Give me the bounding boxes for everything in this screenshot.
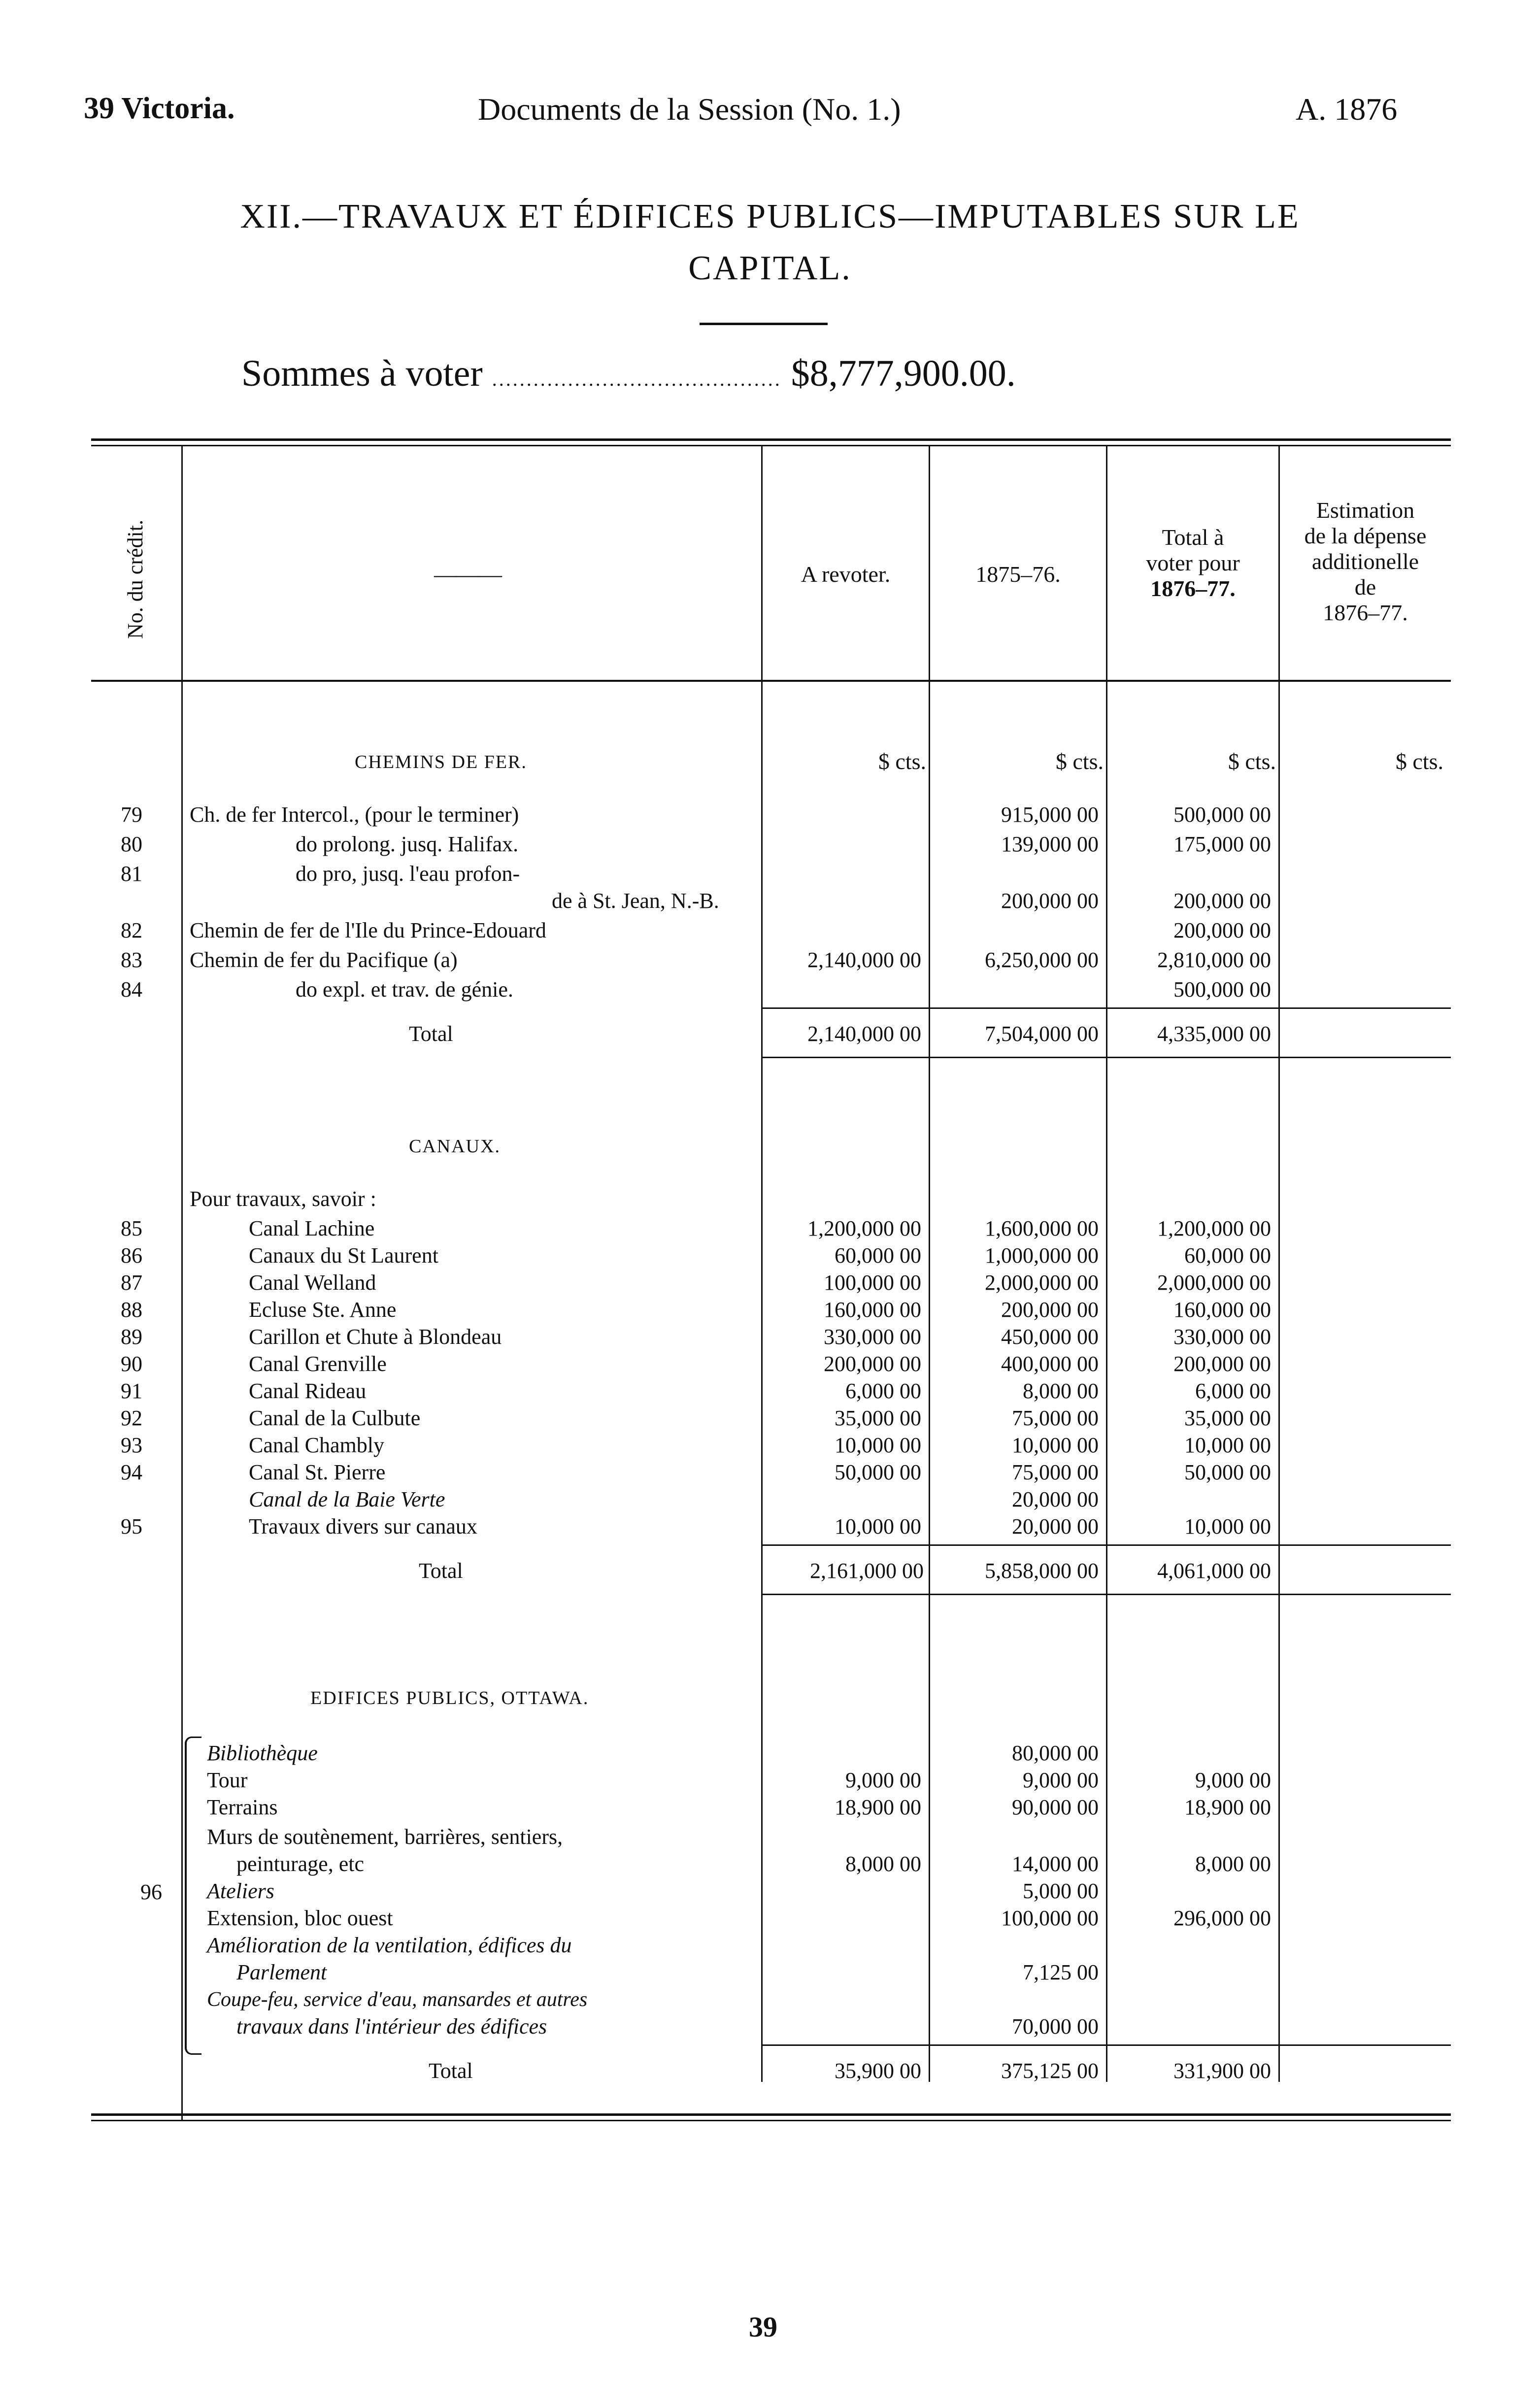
row-desc: Canal Welland bbox=[249, 1270, 376, 1295]
row-desc: de à St. Jean, N.-B. bbox=[552, 889, 719, 913]
table-row bbox=[0, 833, 1540, 856]
row-1875: 90,000 00 bbox=[1012, 1795, 1099, 1819]
row-total: 2,810,000 00 bbox=[1157, 948, 1271, 972]
row-total: 10,000 00 bbox=[1184, 1433, 1271, 1457]
row-1875: 20,000 00 bbox=[1012, 1487, 1099, 1511]
row-total: 50,000 00 bbox=[1184, 1460, 1271, 1484]
table-row bbox=[0, 862, 1540, 886]
row-1875: 75,000 00 bbox=[1012, 1406, 1099, 1430]
row-1875: 70,000 00 bbox=[1012, 2014, 1099, 2039]
total-row-chemins bbox=[0, 1022, 1540, 1046]
table-row bbox=[0, 1934, 1540, 1957]
row-desc: Amélioration de la ventilation, édifices du bbox=[207, 1933, 572, 1957]
table-bottom-rule-2 bbox=[91, 2120, 1451, 2121]
row-desc: Bibliothèque bbox=[207, 1741, 318, 1765]
row-desc: Chemin de fer du Pacifique (a) bbox=[190, 948, 458, 972]
row-no: 95 bbox=[121, 1514, 142, 1538]
row-no: 81 bbox=[121, 862, 142, 886]
table-row bbox=[0, 1325, 1540, 1349]
unit-revoter: $ cts. bbox=[878, 749, 926, 774]
section-title-edifices: EDIFICES PUBLICS, OTTAWA. bbox=[310, 1688, 589, 1708]
table-row bbox=[0, 1961, 1540, 1984]
table-row bbox=[0, 1769, 1540, 1792]
row-1875: 20,000 00 bbox=[1012, 1514, 1099, 1538]
table-row bbox=[0, 1352, 1540, 1376]
table-row bbox=[0, 1515, 1540, 1538]
table-row bbox=[0, 1741, 1540, 1765]
total-label: Total bbox=[419, 1559, 463, 1583]
row-total: 160,000 00 bbox=[1173, 1298, 1271, 1322]
row-revoter: 18,900 00 bbox=[835, 1795, 921, 1819]
canaux-intro bbox=[0, 1187, 1540, 1211]
row-desc: Canal Lachine bbox=[249, 1216, 375, 1240]
row-no: 80 bbox=[121, 832, 142, 856]
total-row-canaux bbox=[0, 1559, 1540, 1583]
col-header-no: No. du crédit. bbox=[123, 520, 147, 639]
table-bottom-rule bbox=[91, 2113, 1451, 2116]
row-total: 10,000 00 bbox=[1184, 1514, 1271, 1538]
page-title-line2: CAPITAL. bbox=[688, 249, 852, 287]
row-desc: Canal Chambly bbox=[249, 1433, 384, 1457]
col-header-total-l2: voter pour bbox=[1146, 550, 1240, 575]
total-row-edifices bbox=[0, 2059, 1540, 2083]
row-1875: 75,000 00 bbox=[1012, 1460, 1099, 1484]
row-1875: 200,000 00 bbox=[1001, 1298, 1099, 1322]
row-1875: 7,125 00 bbox=[1023, 1960, 1099, 1984]
row-1875: 200,000 00 bbox=[1001, 889, 1099, 913]
row-total: 200,000 00 bbox=[1173, 918, 1271, 942]
row-1875: 400,000 00 bbox=[1001, 1352, 1099, 1376]
sum-leader: .......................................... bbox=[492, 368, 782, 390]
row-1875: 1,000,000 00 bbox=[985, 1243, 1099, 1268]
table-row bbox=[0, 919, 1540, 942]
total-label: Total bbox=[409, 1022, 453, 1046]
subtotal-rule bbox=[761, 2044, 1451, 2046]
section-title-canaux: CANAUX. bbox=[409, 1136, 501, 1157]
row-revoter: 2,140,000 00 bbox=[807, 948, 921, 972]
row-revoter: 100,000 00 bbox=[824, 1270, 921, 1295]
row-no: 86 bbox=[121, 1243, 142, 1268]
total-total: 4,335,000 00 bbox=[1157, 1022, 1271, 1046]
row-desc: Canaux du St Laurent bbox=[249, 1243, 438, 1268]
total-total: 4,061,000 00 bbox=[1157, 1559, 1271, 1583]
row-desc: Chemin de fer de l'Ile du Prince-Edouard bbox=[190, 918, 546, 942]
table-row bbox=[0, 2015, 1540, 2039]
row-revoter: 50,000 00 bbox=[835, 1460, 921, 1484]
table-row bbox=[0, 1488, 1540, 1511]
col-header-est-l5: 1876–77. bbox=[1323, 600, 1408, 625]
table-row bbox=[0, 1852, 1540, 1876]
row-total: 18,900 00 bbox=[1184, 1795, 1271, 1819]
subtotal-rule-bottom bbox=[761, 1594, 1451, 1595]
row-desc: Canal Grenville bbox=[249, 1352, 387, 1376]
row-desc: Extension, bloc ouest bbox=[207, 1906, 393, 1930]
sum-label: Sommes à voter bbox=[241, 353, 483, 394]
row-total: 1,200,000 00 bbox=[1157, 1216, 1271, 1240]
total-1875: 375,125 00 bbox=[1001, 2059, 1099, 2083]
subtotal-rule bbox=[761, 1007, 1451, 1009]
table-row bbox=[0, 1244, 1540, 1268]
row-no: 88 bbox=[121, 1298, 142, 1322]
unit-total: $ cts. bbox=[1228, 749, 1276, 774]
row-1875: 2,000,000 00 bbox=[985, 1270, 1099, 1295]
row-total: 296,000 00 bbox=[1173, 1906, 1271, 1930]
subtotal-rule-bottom bbox=[761, 1057, 1451, 1058]
section-title-chemins: CHEMINS DE FER. bbox=[355, 752, 527, 772]
header-volume: 39 Victoria. bbox=[84, 92, 235, 125]
row-1875: 6,250,000 00 bbox=[985, 948, 1099, 972]
row-no: 94 bbox=[121, 1460, 142, 1484]
row-total: 60,000 00 bbox=[1184, 1243, 1271, 1268]
row-revoter: 1,200,000 00 bbox=[807, 1216, 921, 1240]
row-desc: Ecluse Ste. Anne bbox=[249, 1298, 397, 1322]
total-1875: 5,858,000 00 bbox=[985, 1559, 1099, 1583]
unit-1875: $ cts. bbox=[1055, 749, 1104, 774]
header-bottom-rule bbox=[91, 680, 1451, 682]
table-row bbox=[0, 803, 1540, 827]
col-header-est-l1: Estimation bbox=[1316, 498, 1415, 523]
unit-est: $ cts. bbox=[1395, 749, 1443, 774]
row-total: 35,000 00 bbox=[1184, 1406, 1271, 1430]
row-total: 330,000 00 bbox=[1173, 1325, 1271, 1349]
row-1875: 8,000 00 bbox=[1023, 1379, 1099, 1403]
table-row bbox=[0, 1406, 1540, 1430]
row-total: 2,000,000 00 bbox=[1157, 1270, 1271, 1295]
row-no: 85 bbox=[121, 1216, 142, 1240]
row-desc: Travaux divers sur canaux bbox=[249, 1514, 477, 1538]
row-no: 82 bbox=[121, 918, 142, 942]
title-rule bbox=[700, 323, 828, 325]
row-desc: Canal de la Culbute bbox=[249, 1406, 421, 1430]
header-year: A. 1876 bbox=[1296, 92, 1398, 127]
row-desc: travaux dans l'intérieur des édifices bbox=[236, 2014, 547, 2039]
row-1875: 10,000 00 bbox=[1012, 1433, 1099, 1457]
row-desc: do prolong. jusq. Halifax. bbox=[296, 832, 519, 856]
row-revoter: 10,000 00 bbox=[835, 1514, 921, 1538]
row-1875: 100,000 00 bbox=[1001, 1906, 1099, 1930]
row-desc: Carillon et Chute à Blondeau bbox=[249, 1325, 502, 1349]
col-header-1875: 1875–76. bbox=[975, 562, 1061, 587]
table-row bbox=[0, 948, 1540, 972]
col-header-est-l3: additionelle bbox=[1311, 549, 1419, 574]
row-revoter: 35,000 00 bbox=[835, 1406, 921, 1430]
row-no: 87 bbox=[121, 1270, 142, 1295]
table-row bbox=[0, 1906, 1540, 1930]
row-desc: Canal Rideau bbox=[249, 1379, 367, 1403]
row-total: 8,000 00 bbox=[1195, 1852, 1271, 1876]
row-total: 200,000 00 bbox=[1173, 1352, 1271, 1376]
row-desc: Ateliers bbox=[207, 1879, 274, 1903]
row-revoter: 330,000 00 bbox=[824, 1325, 921, 1349]
page-number: 39 bbox=[749, 2311, 777, 2343]
row-no: 83 bbox=[121, 948, 142, 972]
row-no: 90 bbox=[121, 1352, 142, 1376]
total-1875: 7,504,000 00 bbox=[985, 1022, 1099, 1046]
table-row bbox=[0, 1461, 1540, 1484]
col-header-est-l4: de bbox=[1354, 574, 1376, 600]
table-row bbox=[0, 1217, 1540, 1240]
table-row bbox=[0, 978, 1540, 1002]
edifices-credit-no: 96 bbox=[140, 1880, 162, 1904]
row-total: 175,000 00 bbox=[1173, 832, 1271, 856]
row-1875: 915,000 00 bbox=[1001, 802, 1099, 827]
row-revoter: 200,000 00 bbox=[824, 1352, 921, 1376]
row-revoter: 9,000 00 bbox=[845, 1768, 921, 1792]
table-row bbox=[0, 889, 1540, 913]
col-header-total-l3: 1876–77. bbox=[1150, 576, 1236, 601]
row-desc: do pro, jusq. l'eau profon- bbox=[296, 862, 520, 886]
row-desc: Ch. de fer Intercol., (pour le terminer) bbox=[190, 802, 519, 827]
page-title-line1: XII.—TRAVAUX ET ÉDIFICES PUBLICS—IMPUTABLES SUR LE bbox=[240, 198, 1300, 235]
row-no: 89 bbox=[121, 1325, 142, 1349]
row-1875: 139,000 00 bbox=[1001, 832, 1099, 856]
row-desc: Murs de soutènement, barrières, sentiers, bbox=[207, 1825, 563, 1849]
row-revoter: 160,000 00 bbox=[824, 1298, 921, 1322]
row-1875: 80,000 00 bbox=[1012, 1741, 1099, 1765]
table-row bbox=[0, 1796, 1540, 1819]
row-revoter: 60,000 00 bbox=[835, 1243, 921, 1268]
col-header-total-l1: Total à bbox=[1162, 525, 1224, 550]
row-desc: Tour bbox=[207, 1768, 248, 1792]
col-header-desc: ——— bbox=[434, 562, 502, 587]
row-desc: do expl. et trav. de génie. bbox=[296, 977, 513, 1002]
row-total: 9,000 00 bbox=[1195, 1768, 1271, 1792]
row-revoter: 6,000 00 bbox=[845, 1379, 921, 1403]
total-revoter: 2,161,000 00 bbox=[810, 1559, 924, 1583]
row-no: 79 bbox=[121, 802, 142, 827]
row-desc: Coupe-feu, service d'eau, mansardes et autres bbox=[207, 1988, 588, 2011]
sum-line bbox=[241, 352, 1016, 395]
row-1875: 9,000 00 bbox=[1023, 1768, 1099, 1792]
table-row bbox=[0, 1879, 1540, 1903]
row-1875: 14,000 00 bbox=[1012, 1852, 1099, 1876]
table-top-rule-2 bbox=[91, 445, 1451, 446]
row-total: 6,000 00 bbox=[1195, 1379, 1271, 1403]
row-desc: Canal St. Pierre bbox=[249, 1460, 386, 1484]
row-no: 84 bbox=[121, 977, 142, 1002]
row-1875: 1,600,000 00 bbox=[985, 1216, 1099, 1240]
subtotal-rule bbox=[761, 1544, 1451, 1546]
header-document: Documents de la Session (No. 1.) bbox=[478, 92, 901, 127]
table-top-rule bbox=[91, 438, 1451, 441]
row-no: 92 bbox=[121, 1406, 142, 1430]
table-row bbox=[0, 1271, 1540, 1295]
row-1875: 5,000 00 bbox=[1023, 1879, 1099, 1903]
col-header-est-l2: de la dépense bbox=[1304, 523, 1427, 548]
col-header-est bbox=[1280, 498, 1451, 626]
row-revoter: 10,000 00 bbox=[835, 1433, 921, 1457]
col-header-revoter: A revoter. bbox=[801, 562, 891, 587]
row-total: 500,000 00 bbox=[1173, 977, 1271, 1002]
table-row bbox=[0, 1379, 1540, 1403]
row-total: 500,000 00 bbox=[1173, 802, 1271, 827]
row-revoter: 8,000 00 bbox=[845, 1852, 921, 1876]
table-row bbox=[0, 1988, 1540, 2011]
col-header-total bbox=[1107, 525, 1278, 602]
row-no: 93 bbox=[121, 1433, 142, 1457]
row-1875: 450,000 00 bbox=[1001, 1325, 1099, 1349]
row-desc: Parlement bbox=[236, 1960, 327, 1984]
row-total: 200,000 00 bbox=[1173, 889, 1271, 913]
table-row bbox=[0, 1298, 1540, 1322]
total-revoter: 2,140,000 00 bbox=[807, 1022, 921, 1046]
canaux-intro-text: Pour travaux, savoir : bbox=[190, 1187, 376, 1211]
row-no: 91 bbox=[121, 1379, 142, 1403]
table-row bbox=[0, 1434, 1540, 1457]
total-revoter: 35,900 00 bbox=[835, 2059, 921, 2083]
row-desc: Terrains bbox=[207, 1795, 278, 1819]
total-label: Total bbox=[429, 2059, 473, 2083]
table-row bbox=[0, 1825, 1540, 1849]
sum-value: $8,777,900.00. bbox=[791, 353, 1016, 394]
row-desc: Canal de la Baie Verte bbox=[249, 1487, 445, 1511]
total-total: 331,900 00 bbox=[1173, 2059, 1271, 2083]
row-desc: peinturage, etc bbox=[236, 1852, 364, 1876]
